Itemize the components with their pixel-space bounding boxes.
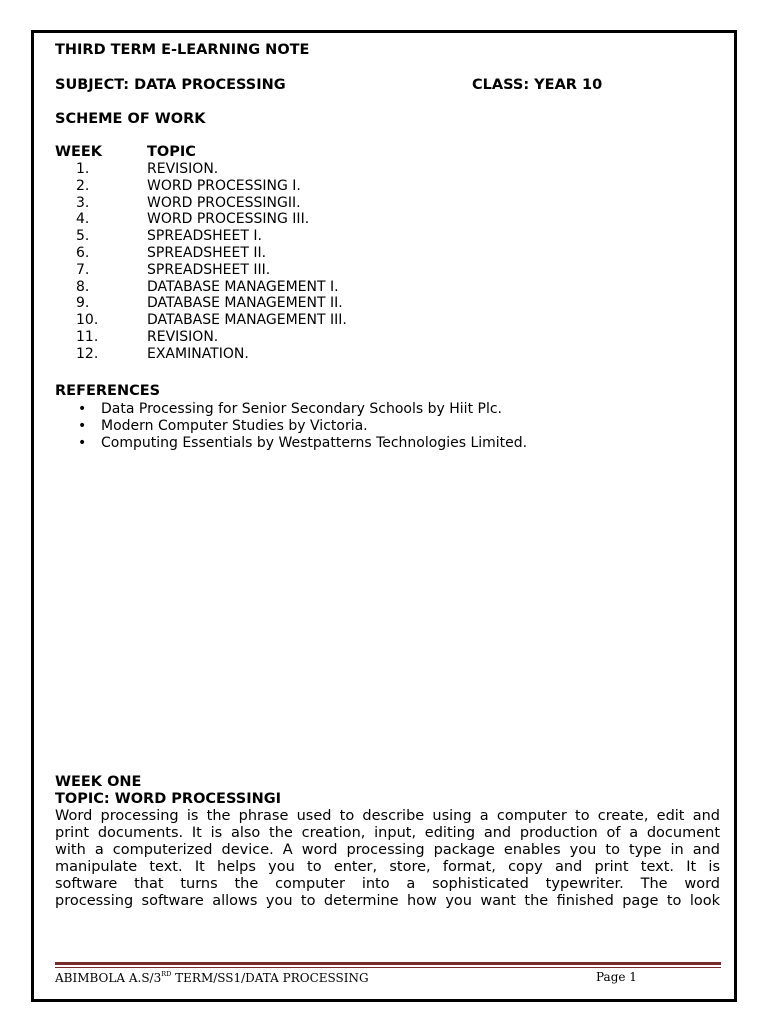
bullet-icon: • xyxy=(78,417,87,434)
week-number: 9. xyxy=(76,295,90,312)
subject-label: SUBJECT: DATA PROCESSING xyxy=(55,77,286,93)
footer-rule xyxy=(55,962,721,965)
week-topic: DATABASE MANAGEMENT II. xyxy=(147,295,343,312)
week-number: 3. xyxy=(76,194,90,211)
scheme-heading: SCHEME OF WORK xyxy=(55,111,206,127)
topic-column-header: TOPIC xyxy=(147,144,196,160)
class-label: CLASS: YEAR 10 xyxy=(472,77,603,93)
week-number: 12. xyxy=(76,345,99,362)
week-topic: EXAMINATION. xyxy=(147,345,249,362)
week-topic: SPREADSHEET II. xyxy=(147,245,267,261)
paragraph-line: with a computerized device. A word processing package enables you to type in and xyxy=(55,842,720,858)
body-paragraph xyxy=(55,808,720,910)
week-number: 4. xyxy=(76,211,90,228)
week-number: 11. xyxy=(76,329,99,345)
week-topic: WORD PROCESSING I. xyxy=(147,177,301,194)
paragraph-line: manipulate text. It helps you to enter, store, format, copy and print text. It is xyxy=(55,859,720,875)
bullet-icon: • xyxy=(78,434,87,451)
week-topic: DATABASE MANAGEMENT III. xyxy=(147,312,347,329)
week-number: 1. xyxy=(76,161,90,177)
reference-text: Modern Computer Studies by Victoria. xyxy=(101,417,368,434)
paragraph-line: software that turns the computer into a sophisticated typewriter. The word xyxy=(55,876,720,892)
reference-item xyxy=(78,435,527,451)
week-number: 7. xyxy=(76,261,90,278)
week-number: 8. xyxy=(76,278,90,295)
reference-item xyxy=(78,401,502,417)
topic-one-heading: TOPIC: WORD PROCESSINGI xyxy=(55,791,282,807)
footer-author-text: ABIMBOLA A.S/3 xyxy=(55,971,162,985)
week-topic: WORD PROCESSING III. xyxy=(147,211,310,228)
week-topic: REVISION. xyxy=(147,329,219,345)
footer-author xyxy=(55,970,369,985)
document-title: THIRD TERM E-LEARNING NOTE xyxy=(55,42,310,58)
week-topic: DATABASE MANAGEMENT I. xyxy=(147,278,339,295)
week-topic: SPREADSHEET III. xyxy=(147,261,271,278)
footer-rule-thin xyxy=(55,967,721,968)
week-number: 10. xyxy=(76,312,99,329)
week-column-header: WEEK xyxy=(55,144,103,160)
references-heading: REFERENCES xyxy=(55,383,161,399)
footer-page-number: Page 1 xyxy=(596,970,637,984)
footer-author-rest: TERM/SS1/DATA PROCESSING xyxy=(171,971,369,985)
week-topic: WORD PROCESSINGII. xyxy=(147,194,301,211)
week-number: 2. xyxy=(76,177,90,194)
paragraph-line: processing software allows you to determine how you want the finished page to look xyxy=(55,893,720,909)
week-number: 6. xyxy=(76,245,90,261)
week-topic: REVISION. xyxy=(147,161,219,177)
week-topic: SPREADSHEET I. xyxy=(147,228,262,245)
week-one-heading: WEEK ONE xyxy=(55,774,142,790)
reference-text: Data Processing for Senior Secondary Schools by Hiit Plc. xyxy=(101,401,502,417)
bullet-icon: • xyxy=(78,401,87,417)
reference-item xyxy=(78,418,368,434)
footer-superscript: RD xyxy=(161,970,172,978)
week-number: 5. xyxy=(76,228,90,245)
paragraph-line: Word processing is the phrase used to describe using a computer to create, edit and xyxy=(55,808,720,824)
reference-text: Computing Essentials by Westpatterns Technologies Limited. xyxy=(101,434,528,451)
paragraph-line: print documents. It is also the creation, input, editing and production of a document xyxy=(55,825,720,841)
